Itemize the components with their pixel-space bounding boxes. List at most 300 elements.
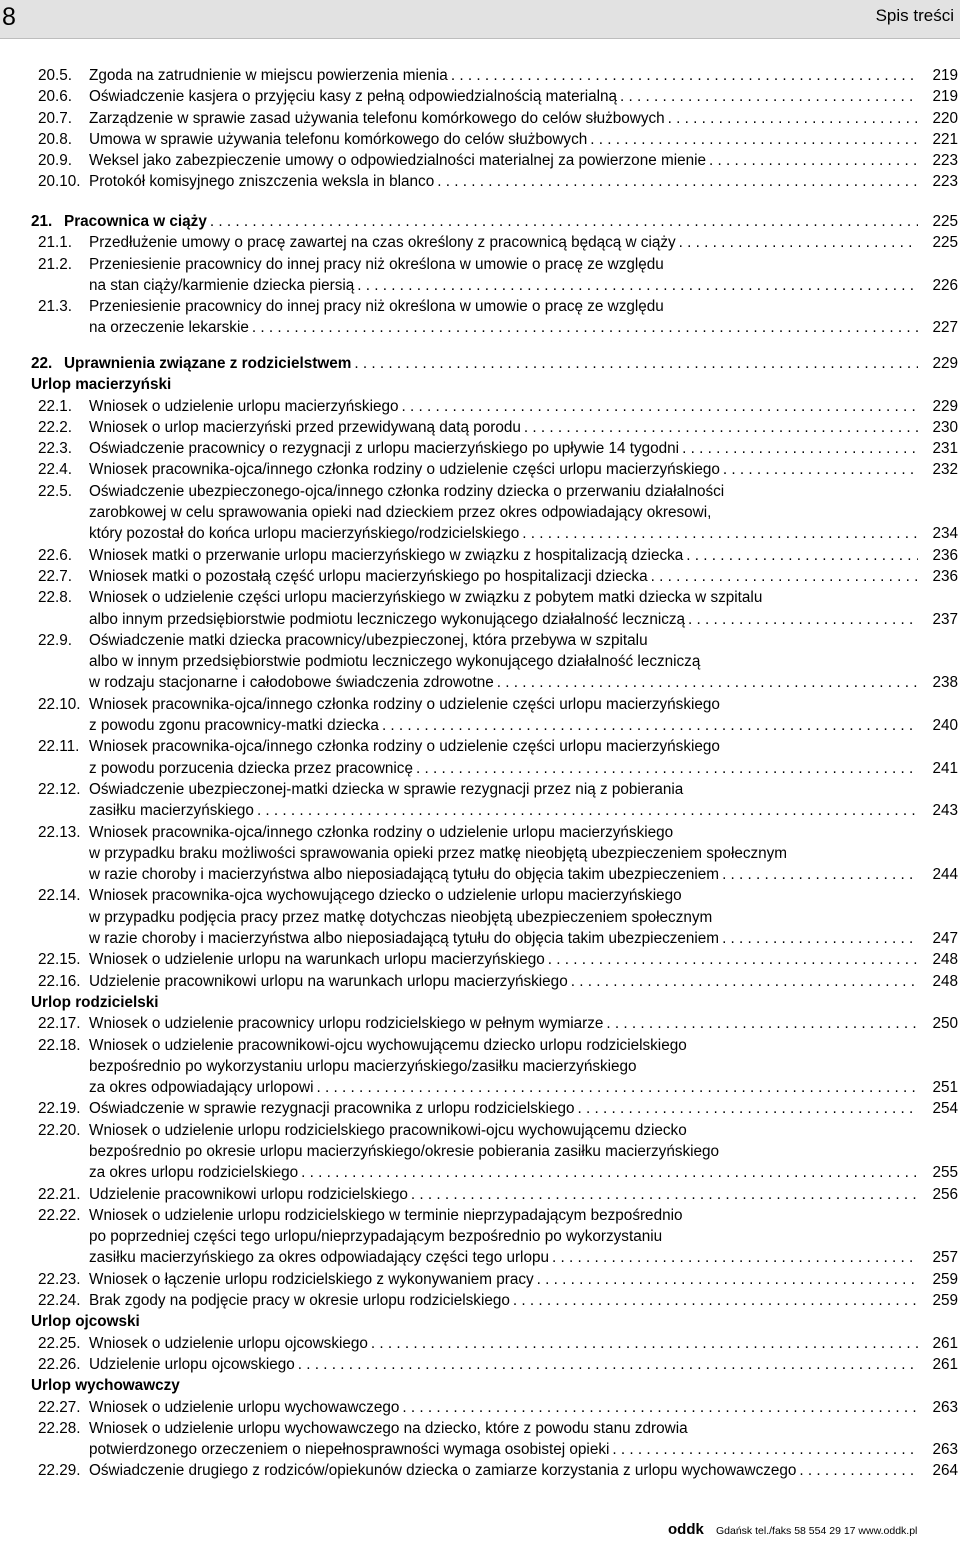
entry-text bbox=[89, 1205, 960, 1226]
entry-number: 20.9. bbox=[38, 152, 73, 170]
dot-leader bbox=[295, 1354, 918, 1375]
entry-leader-line bbox=[89, 438, 960, 459]
entry-title-line: Wniosek pracownika-ojca wychowującego dziecko o udzielenie urlopu macierzyńskiego bbox=[89, 887, 682, 905]
toc-row bbox=[0, 928, 960, 949]
entry-page-number: 250 bbox=[932, 1015, 958, 1033]
entry-title-line: Zarządzenie w sprawie zasad używania telefonu komórkowego do celów służbowych bbox=[89, 109, 665, 127]
toc-entry bbox=[0, 1290, 960, 1311]
dot-leader bbox=[549, 1247, 918, 1268]
dot-leader bbox=[399, 1397, 918, 1418]
entry-leader-line bbox=[89, 1184, 960, 1205]
entry-leader-line bbox=[89, 129, 960, 150]
toc-row bbox=[0, 438, 960, 459]
entry-leader-line bbox=[89, 1460, 960, 1481]
dot-leader bbox=[545, 949, 918, 970]
entry-title-line: Przeniesienie pracownicy do innej pracy niż określona w umowie o pracę ze względu bbox=[89, 298, 664, 316]
entry-number: 20.10. bbox=[38, 173, 81, 191]
toc-row bbox=[0, 275, 960, 296]
entry-number: 22.29. bbox=[38, 1462, 81, 1480]
entry-number: 22.23. bbox=[38, 1270, 81, 1288]
entry-title-line: na orzeczenie lekarskie bbox=[89, 319, 249, 337]
toc-row bbox=[0, 150, 960, 171]
toc-chapter bbox=[0, 353, 960, 374]
toc-entry bbox=[0, 1098, 960, 1119]
entry-number: 22.28. bbox=[38, 1419, 81, 1437]
dot-leader bbox=[683, 545, 918, 566]
entry-leader-line bbox=[89, 86, 960, 107]
entry-title-line: Wniosek matki o pozostałą część urlopu macierzyńskiego po hospitalizacji dziecka bbox=[89, 567, 648, 585]
entry-page-number: 264 bbox=[932, 1462, 958, 1480]
entry-leader-line bbox=[89, 1247, 960, 1268]
toc-row bbox=[0, 822, 960, 843]
entry-text bbox=[89, 694, 960, 715]
toc-group-22 bbox=[0, 353, 960, 1482]
entry-page-number: 234 bbox=[932, 525, 958, 543]
entry-leader-line bbox=[89, 1098, 960, 1119]
toc-entry bbox=[0, 587, 960, 630]
page-number: 8 bbox=[2, 3, 16, 31]
entry-leader-line bbox=[89, 758, 960, 779]
entry-title-line: z powodu porzucenia dziecka przez pracownicę bbox=[89, 759, 413, 777]
dot-leader bbox=[574, 1098, 918, 1119]
entry-leader-line bbox=[89, 1333, 960, 1354]
entry-page-number: 229 bbox=[932, 397, 958, 415]
toc-row bbox=[0, 459, 960, 480]
dot-leader bbox=[720, 459, 918, 480]
toc-row bbox=[0, 232, 960, 253]
entry-page-number: 219 bbox=[932, 88, 958, 106]
entry-title-line: Wniosek o udzielenie urlopu wychowawczego na dziecko, które z powodu stanu zdrowia bbox=[89, 1419, 688, 1437]
entry-title-line: Wniosek o łączenie urlopu rodzicielskiego z wykonywaniem pracy bbox=[89, 1270, 534, 1288]
toc-entry bbox=[0, 545, 960, 566]
toc-row bbox=[0, 108, 960, 129]
toc-entry bbox=[0, 1120, 960, 1184]
toc-row bbox=[0, 523, 960, 544]
toc-row bbox=[0, 1354, 960, 1375]
entry-page-number: 259 bbox=[932, 1292, 958, 1310]
dot-leader bbox=[254, 800, 918, 821]
entry-title-line: Protokół komisyjnego zniszczenia weksla in blanco bbox=[89, 173, 435, 191]
toc-entry bbox=[0, 232, 960, 253]
entry-number: 22.7. bbox=[38, 567, 73, 585]
entry-number: 22.17. bbox=[38, 1015, 81, 1033]
entry-title-line: za okres urlopu rodzicielskiego bbox=[89, 1164, 299, 1182]
dot-leader bbox=[434, 171, 918, 192]
dot-leader bbox=[685, 609, 918, 630]
toc-row bbox=[0, 65, 960, 86]
entry-page-number: 257 bbox=[932, 1249, 958, 1267]
dot-leader bbox=[399, 396, 919, 417]
toc-row bbox=[0, 1269, 960, 1290]
dot-leader bbox=[719, 864, 918, 885]
svg-text:oddk: oddk bbox=[668, 1521, 704, 1538]
dot-leader bbox=[676, 232, 918, 253]
toc-entry bbox=[0, 1418, 960, 1461]
dot-leader bbox=[510, 1290, 918, 1311]
dot-leader bbox=[207, 211, 918, 232]
entry-leader-line bbox=[89, 864, 960, 885]
page-header bbox=[0, 0, 960, 39]
entry-number: 20.6. bbox=[38, 88, 73, 106]
entry-page-number: 238 bbox=[932, 674, 958, 692]
entry-leader-line bbox=[89, 396, 960, 417]
dot-leader bbox=[796, 1460, 918, 1481]
entry-leader-line bbox=[89, 1397, 960, 1418]
toc-row bbox=[0, 694, 960, 715]
toc-row bbox=[0, 481, 960, 502]
entry-leader-line bbox=[89, 1077, 960, 1098]
entry-page-number: 219 bbox=[932, 67, 958, 84]
toc-entry bbox=[0, 779, 960, 822]
toc-entry bbox=[0, 1354, 960, 1375]
entry-title-line: Oświadczenie drugiego z rodziców/opiekunów dziecka o zamiarze korzystania z urlopu wychowawczego bbox=[89, 1462, 797, 1480]
entry-page-number: 226 bbox=[932, 276, 958, 294]
entry-text bbox=[89, 1056, 960, 1077]
entry-number: 22.24. bbox=[38, 1292, 81, 1310]
entry-page-number: 241 bbox=[932, 759, 958, 777]
toc-row bbox=[0, 1226, 960, 1247]
entry-page-number: 223 bbox=[932, 173, 958, 191]
entry-leader-line bbox=[89, 108, 960, 129]
entry-number: 21.1. bbox=[38, 234, 73, 252]
entry-leader-line bbox=[89, 971, 960, 992]
toc-row bbox=[0, 1247, 960, 1268]
toc-entry bbox=[0, 108, 960, 129]
entry-title-line: Oświadczenie ubezpieczonego-ojca/innego członka rodziny dziecka o przerwaniu działalności bbox=[89, 482, 725, 500]
entry-leader-line bbox=[89, 715, 960, 736]
entry-page-number: 259 bbox=[932, 1270, 958, 1288]
toc-row bbox=[0, 651, 960, 672]
entry-title-line: na stan ciąży/karmienie dziecka piersią bbox=[89, 276, 355, 294]
dot-leader bbox=[521, 417, 918, 438]
entry-text bbox=[89, 651, 960, 672]
toc-row bbox=[0, 129, 960, 150]
entry-page-number: 244 bbox=[932, 866, 958, 884]
entry-page-number: 254 bbox=[932, 1100, 958, 1118]
entry-leader-line bbox=[89, 523, 960, 544]
dot-leader bbox=[379, 715, 918, 736]
entry-text bbox=[89, 630, 960, 651]
toc-entry bbox=[0, 254, 960, 297]
entry-page-number: 255 bbox=[932, 1164, 958, 1182]
toc-row bbox=[0, 1120, 960, 1141]
toc-row bbox=[0, 317, 960, 338]
toc-subheading bbox=[0, 374, 960, 395]
toc-row bbox=[0, 1205, 960, 1226]
entry-leader-line bbox=[64, 353, 960, 374]
toc-row bbox=[0, 396, 960, 417]
toc-row bbox=[0, 211, 960, 232]
entry-title-line: Wniosek o udzielenie urlopu na warunkach urlopu macierzyńskiego bbox=[89, 951, 545, 969]
entry-number: 22.4. bbox=[38, 461, 73, 479]
entry-number: 22.6. bbox=[38, 546, 73, 564]
subheading-text: Urlop wychowawczy bbox=[31, 1377, 180, 1395]
entry-title-line: Wniosek o udzielenie urlopu rodzicielskiego w terminie nieprzypadającym bezpośrednio bbox=[89, 1206, 683, 1224]
entry-page-number: 248 bbox=[932, 972, 958, 990]
toc-entry bbox=[0, 438, 960, 459]
entry-title-line: Wniosek pracownika-ojca/innego członka rodziny o udzielenie części urlopu macierzyńskiego bbox=[89, 695, 720, 713]
toc-row bbox=[0, 1035, 960, 1056]
entry-page-number: 227 bbox=[932, 319, 958, 337]
toc-entry bbox=[0, 396, 960, 417]
entry-page-number: 248 bbox=[932, 951, 958, 969]
dot-leader bbox=[368, 1333, 918, 1354]
dot-leader bbox=[534, 1269, 918, 1290]
entry-number: 22.5. bbox=[38, 482, 73, 500]
toc-entry bbox=[0, 971, 960, 992]
entry-number: 22.10. bbox=[38, 695, 81, 713]
entry-text bbox=[89, 1120, 960, 1141]
toc-row bbox=[0, 296, 960, 317]
entry-text bbox=[89, 736, 960, 757]
dot-leader bbox=[648, 566, 918, 587]
entry-text bbox=[89, 822, 960, 843]
toc-entry bbox=[0, 1397, 960, 1418]
entry-title-line: Wniosek matki o przerwanie urlopu macierzyńskiego w związku z hospitalizacją dziecka bbox=[89, 546, 684, 564]
entry-page-number: 232 bbox=[932, 461, 958, 479]
toc-row bbox=[0, 1397, 960, 1418]
toc-entry bbox=[0, 459, 960, 480]
toc-entry bbox=[0, 171, 960, 192]
entry-title-line: Wniosek o udzielenie pracownikowi-ojcu wychowującemu dziecko urlopu rodzicielskiego bbox=[89, 1036, 687, 1054]
toc-entry bbox=[0, 630, 960, 694]
entry-title-line: zasiłku macierzyńskiego bbox=[89, 802, 254, 820]
entry-leader-line bbox=[89, 417, 960, 438]
entry-page-number: 240 bbox=[932, 717, 958, 735]
entry-page-number: 236 bbox=[932, 567, 958, 585]
entry-page-number: 247 bbox=[932, 930, 958, 948]
entry-leader-line bbox=[89, 1162, 960, 1183]
entry-title-line: Umowa w sprawie używania telefonu komórkowego do celów służbowych bbox=[89, 130, 588, 148]
toc-row bbox=[0, 1184, 960, 1205]
entry-number: 22.14. bbox=[38, 887, 81, 905]
entry-title-line: albo w innym przedsiębiorstwie podmiotu leczniczego wykonującego działalność leczniczą bbox=[89, 653, 701, 671]
toc-row bbox=[0, 1098, 960, 1119]
toc-entry bbox=[0, 566, 960, 587]
entry-title-line: Przeniesienie pracownicy do innej pracy niż określona w umowie o pracę ze względu bbox=[89, 255, 664, 273]
entry-number: 20.7. bbox=[38, 109, 73, 127]
toc-row bbox=[0, 587, 960, 608]
dot-leader bbox=[587, 129, 918, 150]
toc-entry bbox=[0, 736, 960, 779]
toc-row bbox=[0, 1162, 960, 1183]
entry-number: 22.18. bbox=[38, 1036, 81, 1054]
toc-row bbox=[0, 1013, 960, 1034]
dot-leader bbox=[679, 438, 918, 459]
toc-row bbox=[0, 353, 960, 374]
toc-entry bbox=[0, 129, 960, 150]
toc-entry bbox=[0, 694, 960, 737]
entry-title-line: Wniosek o udzielenie pracownicy urlopu rodzicielskiego w pełnym wymiarze bbox=[89, 1015, 604, 1033]
toc-row bbox=[0, 254, 960, 275]
entry-title-line: Zgoda na zatrudnienie w miejscu powierzenia mienia bbox=[89, 67, 448, 84]
toc-entry bbox=[0, 1333, 960, 1354]
entry-leader-line bbox=[89, 171, 960, 192]
toc-row bbox=[0, 86, 960, 107]
toc-entry bbox=[0, 1013, 960, 1034]
toc-entry bbox=[0, 1035, 960, 1099]
footer bbox=[668, 1518, 960, 1542]
entry-number: 21.3. bbox=[38, 298, 73, 316]
toc-entry bbox=[0, 1269, 960, 1290]
toc-row bbox=[0, 609, 960, 630]
toc-row bbox=[0, 502, 960, 523]
entry-number: 22.8. bbox=[38, 589, 73, 607]
entry-number: 20.5. bbox=[38, 67, 73, 84]
entry-title-line: w razie choroby i macierzyństwa albo nieposiadającą tytułu do objęcia takim ubezpieczeniem bbox=[89, 866, 720, 884]
entry-title-line: Brak zgody na podjęcie pracy w okresie urlopu rodzicielskiego bbox=[89, 1292, 510, 1310]
entry-text bbox=[89, 587, 960, 608]
toc-row bbox=[0, 1439, 960, 1460]
entry-number: 22.9. bbox=[38, 631, 73, 649]
entry-leader-line bbox=[64, 211, 960, 232]
toc-row bbox=[0, 566, 960, 587]
toc-row bbox=[0, 907, 960, 928]
toc-row bbox=[0, 715, 960, 736]
entry-page-number: 237 bbox=[932, 610, 958, 628]
toc-row bbox=[0, 736, 960, 757]
entry-text bbox=[89, 296, 960, 317]
entry-text bbox=[89, 885, 960, 906]
toc-entry bbox=[0, 417, 960, 438]
toc-row bbox=[0, 800, 960, 821]
toc-subheading bbox=[0, 1311, 960, 1332]
toc-row bbox=[0, 864, 960, 885]
entry-text bbox=[89, 254, 960, 275]
entry-title-line: Udzielenie pracownikowi urlopu na warunkach urlopu macierzyńskiego bbox=[89, 972, 568, 990]
entry-title-line: Oświadczenie w sprawie rezygnacji pracownika z urlopu rodzicielskiego bbox=[89, 1100, 575, 1118]
toc-row bbox=[0, 1290, 960, 1311]
entry-page-number: 261 bbox=[932, 1355, 958, 1373]
entry-number: 22.20. bbox=[38, 1121, 81, 1139]
toc-group-20 bbox=[0, 65, 960, 193]
entry-page-number: 221 bbox=[932, 130, 958, 148]
entry-title-line: Weksel jako zabezpieczenie umowy o odpowiedzialności materialnej za powierzone mienie bbox=[89, 152, 707, 170]
entry-page-number: 223 bbox=[932, 152, 958, 170]
entry-leader-line bbox=[89, 949, 960, 970]
entry-title-line: Wniosek o udzielenie urlopu wychowawczego bbox=[89, 1398, 400, 1416]
toc-row bbox=[0, 949, 960, 970]
entry-page-number: 236 bbox=[932, 546, 958, 564]
entry-number: 21.2. bbox=[38, 255, 73, 273]
entry-number: 22.13. bbox=[38, 823, 81, 841]
toc-entry bbox=[0, 822, 960, 886]
dot-leader bbox=[354, 275, 918, 296]
dot-leader bbox=[313, 1077, 918, 1098]
toc-row bbox=[0, 1056, 960, 1077]
toc-row bbox=[0, 843, 960, 864]
toc-row bbox=[0, 1418, 960, 1439]
entry-number: 21. bbox=[31, 213, 53, 230]
toc-row bbox=[0, 1077, 960, 1098]
entry-leader-line bbox=[89, 1013, 960, 1034]
entry-number: 22.1. bbox=[38, 397, 73, 415]
entry-title-line: Wniosek o urlop macierzyński przed przewidywaną datą porodu bbox=[89, 418, 521, 436]
dot-leader bbox=[609, 1439, 918, 1460]
entry-text bbox=[89, 1226, 960, 1247]
entry-number: 22.19. bbox=[38, 1100, 81, 1118]
entry-page-number: 225 bbox=[932, 213, 958, 230]
entry-title-line: Wniosek o udzielenie urlopu ojcowskiego bbox=[89, 1334, 368, 1352]
entry-title-line: Wniosek o udzielenie urlopu rodzicielskiego pracownikowi-ojcu wychowującemu dziecko bbox=[89, 1121, 687, 1139]
toc-entry bbox=[0, 1460, 960, 1481]
toc-row bbox=[0, 1141, 960, 1162]
entry-number: 22.22. bbox=[38, 1206, 81, 1224]
toc-row bbox=[0, 1333, 960, 1354]
dot-leader bbox=[351, 353, 918, 374]
toc-entry bbox=[0, 481, 960, 545]
entry-leader-line bbox=[89, 609, 960, 630]
entry-text bbox=[89, 502, 960, 523]
entry-page-number: 243 bbox=[932, 802, 958, 820]
dot-leader bbox=[519, 523, 918, 544]
toc-entry bbox=[0, 949, 960, 970]
entry-number: 22.3. bbox=[38, 440, 73, 458]
entry-title-line: który pozostał do końca urlopu macierzyńskiego/rodzicielskiego bbox=[89, 525, 520, 543]
entry-title-line: potwierdzonego orzeczeniem o niepełnosprawności wymaga osobistej opieki bbox=[89, 1441, 610, 1459]
entry-title-line: Uprawnienia związane z rodzicielstwem bbox=[64, 355, 352, 372]
toc-row bbox=[0, 971, 960, 992]
entry-number: 22.27. bbox=[38, 1398, 81, 1416]
toc-row bbox=[0, 630, 960, 651]
entry-text bbox=[89, 1141, 960, 1162]
entry-page-number: 256 bbox=[932, 1185, 958, 1203]
entry-number: 22. bbox=[31, 355, 53, 372]
entry-title-line: za okres odpowiadający urlopowi bbox=[89, 1079, 314, 1097]
entry-title-line: Wniosek o udzielenie części urlopu macierzyńskiego w związku z pobytem matki dziecka w szpitalu bbox=[89, 589, 763, 607]
entry-leader-line bbox=[89, 545, 960, 566]
entry-leader-line bbox=[89, 232, 960, 253]
entry-leader-line bbox=[89, 459, 960, 480]
entry-title-line: Udzielenie urlopu ojcowskiego bbox=[89, 1355, 295, 1373]
toc-entry bbox=[0, 1184, 960, 1205]
entry-title-line: albo innym przedsiębiorstwie podmiotu leczniczego wykonującego działalność leczniczą bbox=[89, 610, 686, 628]
entry-title-line: Wniosek o udzielenie urlopu macierzyńskiego bbox=[89, 397, 399, 415]
entry-number: 22.11. bbox=[38, 738, 80, 756]
toc-row bbox=[0, 672, 960, 693]
entry-title-line: Przedłużenie umowy o pracę zawartej na czas określony z pracownicą będącą w ciąży bbox=[89, 234, 676, 252]
entry-text bbox=[89, 1418, 960, 1439]
entry-number: 22.12. bbox=[38, 780, 81, 798]
entry-leader-line bbox=[89, 566, 960, 587]
section-title: Spis treści bbox=[875, 6, 954, 25]
entry-title-line: Udzielenie pracownikowi urlopu rodzicielskiego bbox=[89, 1185, 408, 1203]
toc-entry bbox=[0, 885, 960, 949]
entry-title-line: Oświadczenie matki dziecka pracownicy/ubezpieczonej, która przebywa w szpitalu bbox=[89, 631, 648, 649]
dot-leader bbox=[665, 108, 918, 129]
dot-leader bbox=[719, 928, 918, 949]
entry-title-line: Oświadczenie pracownicy o rezygnacji z urlopu macierzyńskiego po upływie 14 tygodni bbox=[89, 440, 680, 458]
entry-leader-line bbox=[89, 928, 960, 949]
entry-title-line: bezpośrednio po okresie urlopu macierzyńskiego/okresie pobierania zasiłku macierzyńskiego bbox=[89, 1142, 720, 1160]
entry-leader-line bbox=[89, 800, 960, 821]
dot-leader bbox=[408, 1184, 918, 1205]
toc-entry bbox=[0, 296, 960, 339]
entry-number: 22.21. bbox=[38, 1185, 81, 1203]
entry-number: 22.16. bbox=[38, 972, 81, 990]
entry-title-line: Pracownica w ciąży bbox=[64, 213, 207, 230]
toc-row bbox=[0, 885, 960, 906]
toc-entry bbox=[0, 65, 960, 86]
entry-text bbox=[89, 779, 960, 800]
dot-leader bbox=[494, 672, 918, 693]
entry-number: 20.8. bbox=[38, 130, 73, 148]
toc-row bbox=[0, 758, 960, 779]
entry-title-line: Oświadczenie ubezpieczonej-matki dziecka w sprawie rezygnacji przez nią z pobierania bbox=[89, 780, 684, 798]
entry-number: 22.25. bbox=[38, 1334, 81, 1352]
entry-leader-line bbox=[89, 1290, 960, 1311]
entry-title-line: zasiłku macierzyńskiego za okres odpowiadający części tego urlopu bbox=[89, 1249, 549, 1267]
